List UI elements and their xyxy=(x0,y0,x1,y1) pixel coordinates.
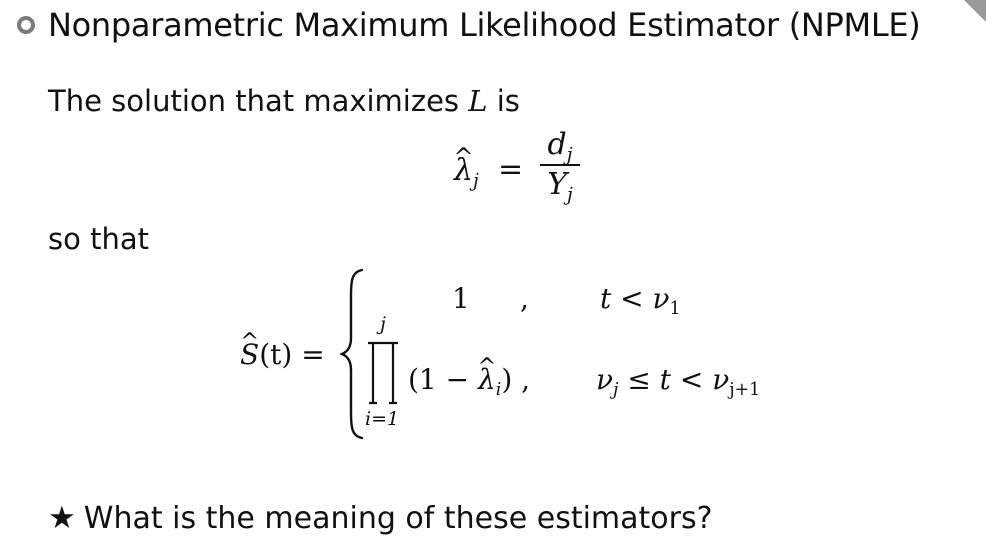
so-that-text: so that xyxy=(48,222,149,256)
case1-value: 1 xyxy=(452,282,470,315)
fraction-denominator: $Y_j$ xyxy=(547,167,573,206)
fraction-numerator: $d_j$ xyxy=(547,127,573,166)
solution-text-end: is xyxy=(496,84,520,118)
fraction-bar xyxy=(540,164,580,166)
star-icon: ★ xyxy=(48,500,76,536)
product-lower-limit: i=1 xyxy=(365,408,400,430)
question-line xyxy=(48,500,713,536)
question-text: What is the meaning of these estimators? xyxy=(83,501,713,536)
case2-condition: $\nu_j \le t < \nu_{j+1}$ xyxy=(596,363,761,401)
circle-bullet-icon xyxy=(17,16,35,34)
slide-title: Nonparametric Maximum Likelihood Estimator (NPMLE) xyxy=(48,6,921,44)
left-brace xyxy=(340,268,364,440)
equals-sign: = xyxy=(498,152,524,187)
solution-text: The solution that maximizes xyxy=(48,84,460,118)
case1-condition: $t < \nu_1$ xyxy=(600,282,681,320)
likelihood-variable: L xyxy=(468,84,488,118)
product-upper-limit: j xyxy=(380,313,386,335)
case2-value: (1 − ^ $\lambda_i$) , xyxy=(408,363,530,396)
fraction xyxy=(540,127,580,206)
case1-comma: , xyxy=(520,282,529,315)
solution-statement xyxy=(48,84,520,118)
product-symbol xyxy=(366,340,400,406)
lambda-hat: ^ $\lambda_j$ xyxy=(454,153,479,188)
survival-lhs: ^ S(t) = xyxy=(240,338,325,371)
page-corner-fold xyxy=(964,0,986,22)
